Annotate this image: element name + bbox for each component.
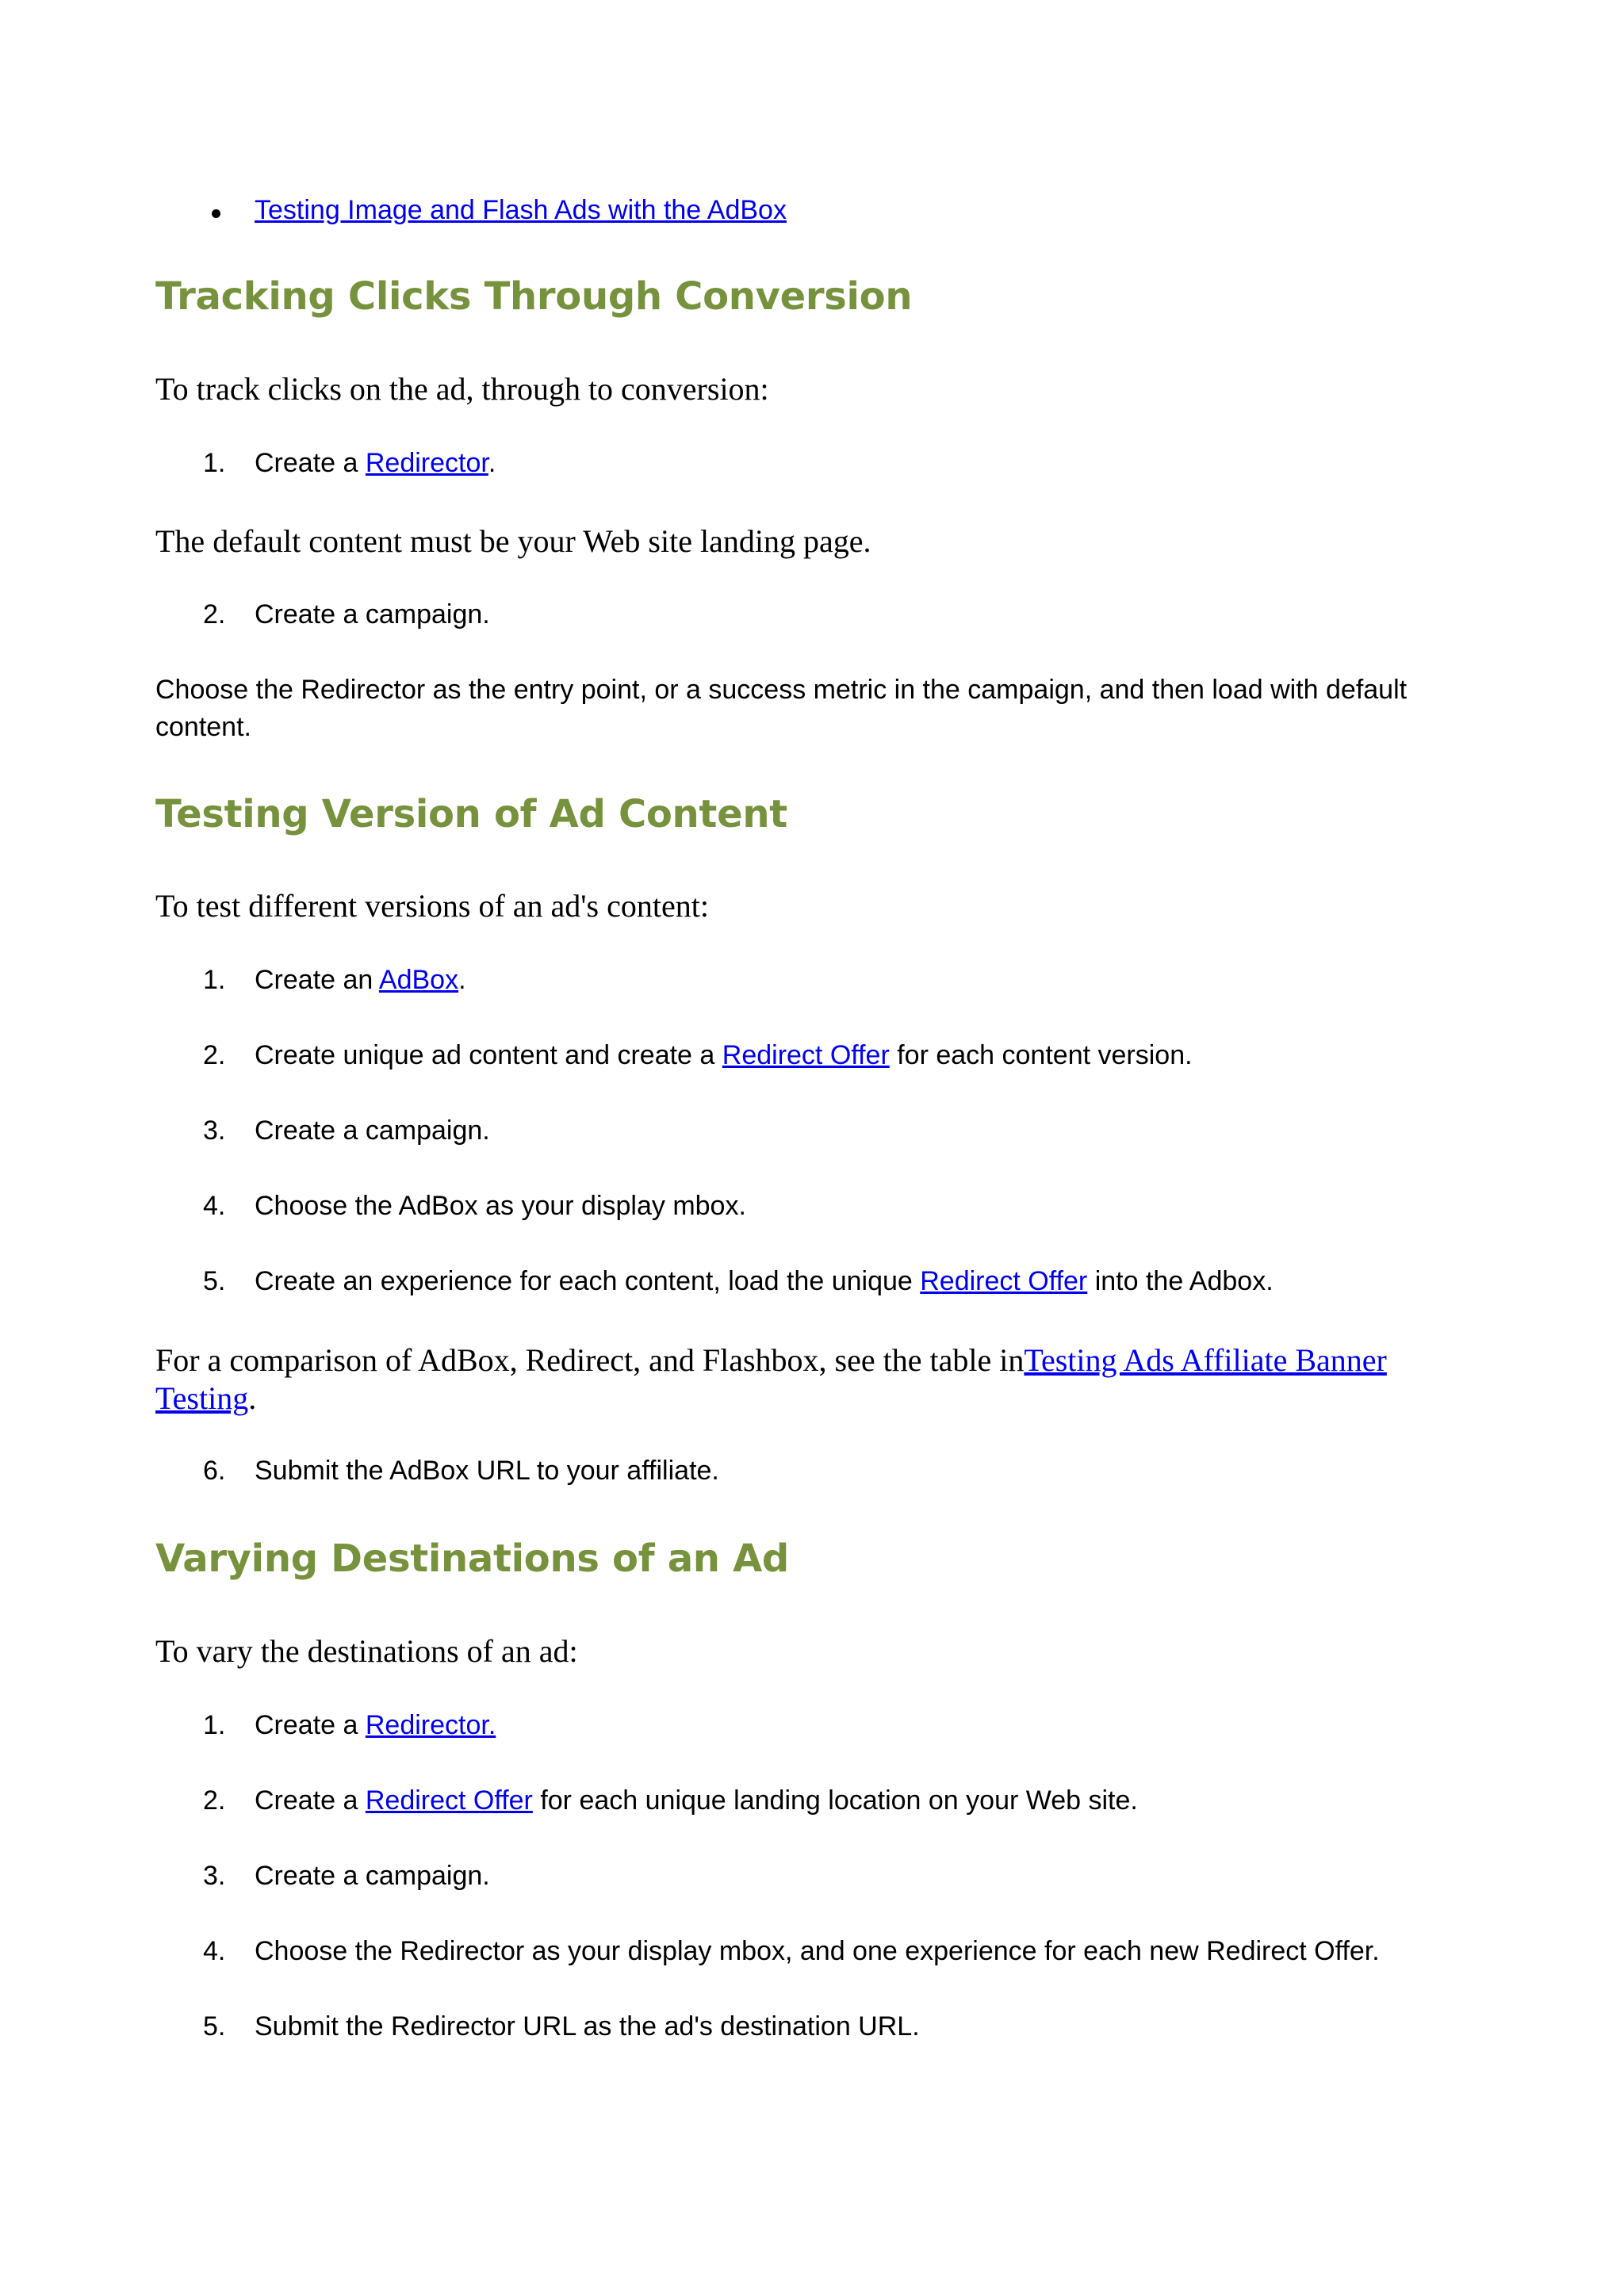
section3-step4: Choose the Redirector as your display mbox, and one experience for each new Redirect Offer. bbox=[255, 1936, 1380, 1966]
bullet-icon bbox=[212, 209, 220, 218]
top-bullet-item bbox=[255, 195, 787, 226]
section1-note2-line1: Choose the Redirector as the entry point, or a success metric in the campaign, and then load with default bbox=[155, 675, 1408, 705]
section2-step3: Create a campaign. bbox=[255, 1115, 490, 1146]
step-number: 2. bbox=[203, 1785, 226, 1816]
testing-ads-affiliate-banner-link[interactable]: Testing bbox=[155, 1380, 249, 1416]
heading-testing-version: Testing Version of Ad Content bbox=[155, 792, 787, 836]
redirect-offer-link[interactable]: Redirect Offer bbox=[365, 1785, 533, 1816]
redirector-link[interactable]: Redirector bbox=[365, 448, 488, 478]
step-number: 4. bbox=[203, 1936, 226, 1966]
section1-step2: Create a campaign. bbox=[255, 599, 490, 629]
step-number: 4. bbox=[203, 1191, 226, 1221]
section3-intro: To vary the destinations of an ad: bbox=[155, 1633, 578, 1669]
section2-step5: Create an experience for each content, load the unique Redirect Offer into the Adbox. bbox=[255, 1266, 1274, 1296]
step-number: 3. bbox=[203, 1115, 226, 1146]
step-number: 1. bbox=[203, 965, 226, 995]
heading-tracking-clicks: Tracking Clicks Through Conversion bbox=[155, 274, 913, 319]
section2-comparison-line1: For a comparison of AdBox, Redirect, and Flashbox, see the table inTesting Ads Affiliate Banner bbox=[155, 1342, 1387, 1378]
step-number: 6. bbox=[203, 1456, 226, 1486]
section1-note1: The default content must be your Web site landing page. bbox=[155, 523, 871, 559]
redirect-offer-link[interactable]: Redirect Offer bbox=[722, 1040, 890, 1070]
section1-intro: To track clicks on the ad, through to conversion: bbox=[155, 371, 769, 407]
section3-step1: Create a Redirector. bbox=[255, 1710, 496, 1740]
section2-step4: Choose the AdBox as your display mbox. bbox=[255, 1191, 746, 1221]
step-number: 1. bbox=[203, 1710, 226, 1740]
step-number: 2. bbox=[203, 599, 226, 629]
section2-comparison-line2: Testing. bbox=[155, 1380, 257, 1416]
step-number: 3. bbox=[203, 1861, 226, 1891]
testing-image-flash-ads-link[interactable]: Testing Image and Flash Ads with the AdBox bbox=[255, 195, 787, 225]
section2-step2: Create unique ad content and create a Redirect Offer for each content version. bbox=[255, 1040, 1193, 1070]
section2-intro: To test different versions of an ad's content: bbox=[155, 888, 709, 924]
adbox-link[interactable]: AdBox bbox=[378, 965, 459, 995]
section1-note2-line2: content. bbox=[155, 712, 251, 742]
section2-step6: Submit the AdBox URL to your affiliate. bbox=[255, 1456, 719, 1486]
section2-step1: Create an AdBox. bbox=[255, 965, 466, 995]
section3-step3: Create a campaign. bbox=[255, 1861, 490, 1891]
section3-step2: Create a Redirect Offer for each unique landing location on your Web site. bbox=[255, 1785, 1138, 1816]
heading-varying-destinations: Varying Destinations of an Ad bbox=[155, 1536, 789, 1581]
step-number: 2. bbox=[203, 1040, 226, 1070]
step-number: 5. bbox=[203, 2011, 226, 2042]
step-number: 5. bbox=[203, 1266, 226, 1296]
step-number: 1. bbox=[203, 448, 226, 478]
section1-step1: Create a Redirector. bbox=[255, 448, 496, 478]
redirect-offer-link[interactable]: Redirect Offer bbox=[920, 1266, 1088, 1296]
testing-ads-affiliate-banner-link[interactable]: Testing Ads Affiliate Banner bbox=[1024, 1342, 1387, 1378]
redirector-link[interactable]: Redirector. bbox=[365, 1710, 496, 1740]
section3-step5: Submit the Redirector URL as the ad's destination URL. bbox=[255, 2011, 920, 2042]
